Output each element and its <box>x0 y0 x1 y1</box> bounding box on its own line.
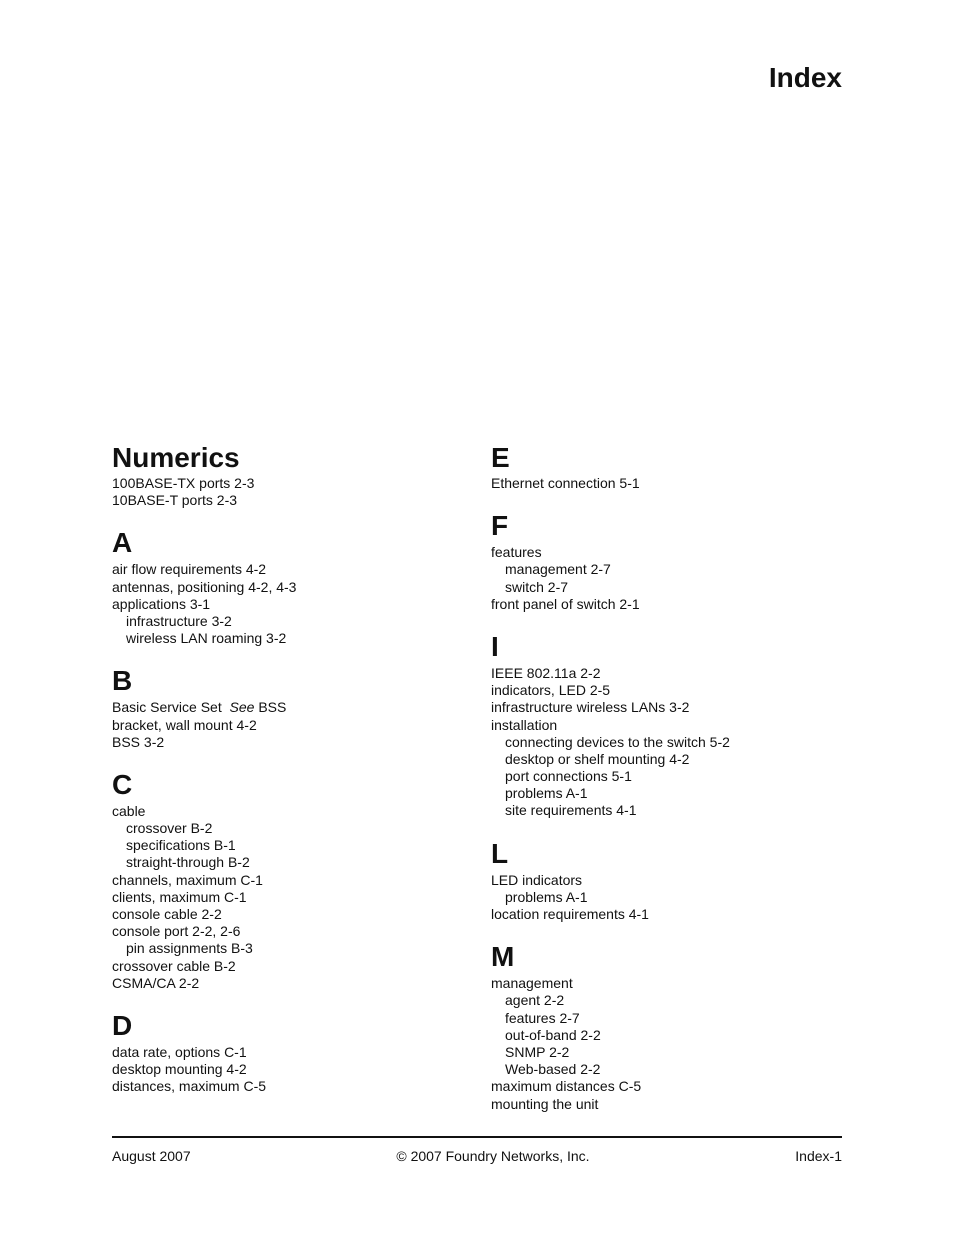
entry-text: BSS 3-2 <box>112 733 165 750</box>
index-subentry <box>491 751 851 768</box>
entry-text: indicators, LED 2-5 <box>491 682 611 699</box>
index-entry <box>112 803 472 820</box>
section-heading: Numerics <box>112 442 240 473</box>
section-heading: C <box>112 768 133 800</box>
index-subentry <box>491 768 851 785</box>
section-heading: M <box>491 941 515 973</box>
index-subentry <box>491 561 851 578</box>
section-entries <box>491 475 851 492</box>
index-entry <box>112 475 472 492</box>
entry-text: antennas, positioning 4-2, 4-3 <box>112 578 297 595</box>
section-heading: F <box>491 510 509 542</box>
index-entry <box>112 1061 472 1078</box>
index-subentry <box>491 785 851 802</box>
entry-text: features 2-7 <box>505 1009 580 1026</box>
entry-text: site requirements 4-1 <box>505 802 637 819</box>
index-entry <box>112 699 472 716</box>
index-subentry <box>491 992 851 1009</box>
entry-text: Basic Service Set <box>112 699 222 716</box>
footer-copyright: © 2007 Foundry Networks, Inc. <box>396 1148 590 1164</box>
entry-text: distances, maximum C-5 <box>112 1078 267 1095</box>
entry-text: cable <box>112 802 146 819</box>
entry-text: front panel of switch 2-1 <box>491 595 640 612</box>
entry-text: straight-through B-2 <box>126 854 250 871</box>
index-subentry <box>491 1061 851 1078</box>
section-heading: I <box>491 630 499 662</box>
entry-text: problems A-1 <box>505 785 588 802</box>
section-heading: B <box>112 665 133 697</box>
footer-date: August 2007 <box>112 1148 191 1164</box>
entry-text: Web-based 2-2 <box>505 1061 601 1078</box>
section-entries <box>112 561 472 647</box>
entry-text: installation <box>491 716 558 733</box>
entry-text: specifications B-1 <box>126 837 236 854</box>
section-entries <box>112 475 472 509</box>
entry-text: applications 3-1 <box>112 595 211 612</box>
entry-text: crossover cable B-2 <box>112 957 236 974</box>
index-subentry <box>112 837 472 854</box>
index-entry <box>112 889 472 906</box>
page-footer <box>112 1147 842 1165</box>
footer-page-number: Index-1 <box>795 1148 842 1164</box>
entry-text: infrastructure 3-2 <box>126 612 232 629</box>
see-reference-target: BSS <box>258 699 287 716</box>
index-subentry <box>491 1010 851 1027</box>
entry-text: desktop mounting 4-2 <box>112 1061 247 1078</box>
section-entries <box>491 872 851 924</box>
entry-text: management 2-7 <box>505 561 611 578</box>
index-subentry <box>491 802 851 819</box>
footer-rule <box>112 1136 842 1138</box>
index-entry <box>491 475 851 492</box>
section-entries <box>112 699 472 751</box>
page-title: Index <box>768 62 842 93</box>
entry-text: channels, maximum C-1 <box>112 871 263 888</box>
section-entries <box>491 665 851 820</box>
index-entry <box>112 492 472 509</box>
index-entry <box>112 1044 472 1061</box>
index-subentry <box>112 854 472 871</box>
entry-text: problems A-1 <box>505 888 588 905</box>
section-entries <box>491 544 851 613</box>
entry-text: 100BASE-TX ports 2-3 <box>112 475 255 491</box>
entry-text: switch 2-7 <box>505 578 569 595</box>
entry-text: LED indicators <box>491 871 583 888</box>
index-entry <box>112 906 472 923</box>
index-entry <box>112 958 472 975</box>
index-entry <box>491 872 851 889</box>
index-entry <box>491 544 851 561</box>
index-entry <box>491 717 851 734</box>
index-entry <box>491 975 851 992</box>
index-column-right <box>491 440 851 1129</box>
entry-text: Ethernet connection 5-1 <box>491 475 640 491</box>
entry-text: IEEE 802.11a 2-2 <box>491 664 601 681</box>
entry-text: features <box>491 544 542 561</box>
index-subentry <box>112 820 472 837</box>
entry-text: clients, maximum C-1 <box>112 888 247 905</box>
entry-text: infrastructure wireless LANs 3-2 <box>491 699 690 716</box>
index-entry <box>112 596 472 613</box>
entry-text: 10BASE-T ports 2-3 <box>112 492 238 509</box>
section-entries <box>112 803 472 992</box>
entry-text: CSMA/CA 2-2 <box>112 974 200 991</box>
entry-text: data rate, options C-1 <box>112 1043 247 1060</box>
entry-text: desktop or shelf mounting 4-2 <box>505 750 690 767</box>
entry-text: bracket, wall mount 4-2 <box>112 716 257 733</box>
index-subentry <box>112 630 472 647</box>
entry-text: port connections 5-1 <box>505 768 632 785</box>
index-subentry <box>491 579 851 596</box>
index-entry <box>112 975 472 992</box>
index-subentry <box>491 889 851 906</box>
entry-text: maximum distances C-5 <box>491 1078 642 1095</box>
entry-text: console port 2-2, 2-6 <box>112 923 241 940</box>
entry-text: location requirements 4-1 <box>491 906 649 922</box>
see-reference-word: See <box>229 699 255 716</box>
entry-text: wireless LAN roaming 3-2 <box>126 630 287 647</box>
index-subentry <box>491 1044 851 1061</box>
index-entry <box>491 682 851 699</box>
entry-text: crossover B-2 <box>126 820 213 837</box>
entry-text: connecting devices to the switch 5-2 <box>505 733 730 750</box>
entry-text: mounting the unit <box>491 1095 599 1112</box>
index-subentry <box>491 734 851 751</box>
index-entry <box>491 1096 851 1113</box>
index-entry <box>112 561 472 578</box>
section-heading: L <box>491 837 509 869</box>
entry-text: console cable 2-2 <box>112 906 222 922</box>
section-entries <box>112 1044 472 1096</box>
index-entry <box>112 1078 472 1095</box>
entry-text: air flow requirements 4-2 <box>112 561 267 578</box>
index-entry <box>491 1078 851 1095</box>
index-entry <box>491 596 851 613</box>
section-heading: D <box>112 1009 133 1041</box>
index-subentry <box>491 1027 851 1044</box>
section-entries <box>491 975 851 1113</box>
entry-text: out-of-band 2-2 <box>505 1026 601 1043</box>
index-subentry <box>112 613 472 630</box>
index-entry <box>491 699 851 716</box>
entry-text: pin assignments B-3 <box>126 940 253 957</box>
section-heading: A <box>112 527 133 559</box>
index-column-left <box>112 440 472 1112</box>
section-heading: E <box>491 442 510 473</box>
index-subentry <box>112 940 472 957</box>
index-entry <box>112 872 472 889</box>
index-entry <box>112 717 472 734</box>
index-entry <box>112 734 472 751</box>
index-entry <box>112 923 472 940</box>
index-entry <box>112 579 472 596</box>
index-entry <box>491 906 851 923</box>
entry-text: SNMP 2-2 <box>505 1043 570 1060</box>
index-entry <box>491 665 851 682</box>
entry-text: agent 2-2 <box>505 992 565 1009</box>
entry-text: management <box>491 975 573 992</box>
